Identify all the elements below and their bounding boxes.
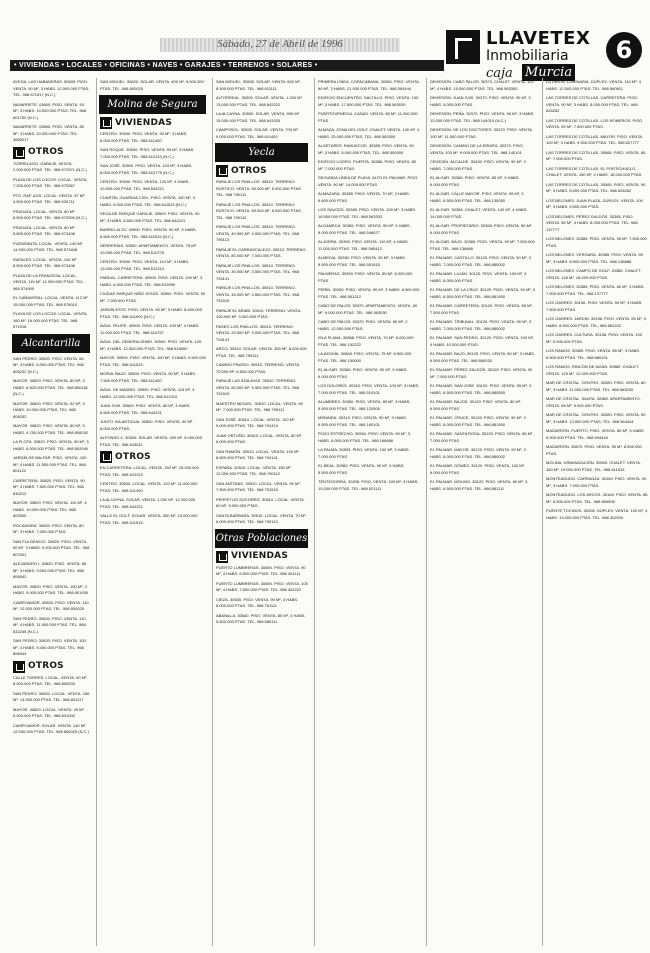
classified-listing: DEHESIÓN. JUAN XXIII. 30370. PISO. VENTA. 90 M², 3 HABS. 9.000.000 PTAS.	[430, 95, 531, 107]
category-label: VIVIENDAS	[231, 551, 289, 562]
classified-listing: DEHESIÓN. PEÑA. 30370. PISO. VENTA. 90 M², 3 HABS. 12.000.000 PTAS. TEL. 968 144010 (N.C.)	[430, 111, 535, 123]
classified-listing: LAS TORRES DE COTILLAS. 30565. PISO. VENTA. 90 M², 3 HABS. 8.000.000 PTAS. TEL. 968 626262	[546, 181, 646, 193]
classified-listing: DEHESIÓN. CABO PALOS. 30370. CHALET. VENTA. 120 M², 4 HABS. 15.000.000 PTAS. TEL. 968 563300	[430, 79, 534, 91]
classified-listing: EL PALMAR. DE LA CRUZ. 30120. PISO. VENTA. 90 M², 3 HABS. 8.500.000 PTAS. TEL. 968 881900	[430, 287, 536, 299]
classified-listing: AYEDA. LAS HABANERAS. 50605. PISO. VENTA. 90 M², 3 HABS. 12.000.000 PTAS. TEL. 968 671517 (N.C.)	[13, 79, 90, 97]
classified-listing: SAN PEDRO. 30820. PISO. VENTA. 100 M², 3 HABS. 9.400.000 PTAS. TEL. 968 806044	[13, 638, 86, 656]
classified-listing: MAR DE CRISTAL. CENTRO. 30380. PISO. VENTA. 80 M², 3 HABS. 11.000.000 PTAS. TEL. 968 563030	[546, 380, 646, 392]
classified-listing: LOS BELONES. 30385. PISO. VENTA. 90 M². 7.500.000 PTAS.	[546, 236, 647, 248]
classified-listing: LOS BELONES. 30385. PISO. VENTA. 80 M², 3 HABS. 7.000.000 PTAS. TEL. 968 137777	[546, 284, 645, 296]
house-icon	[100, 117, 112, 129]
classified-listing: EL PALMAR. PÉREZ GALDÓS. 30120. PISO. VENTA. 90 M². 7.500.000 PTAS.	[430, 367, 533, 379]
classified-listing: LA ALCAYNA. 30500. SOLAR. VENTA. 900 M². 15.000.000 PTAS. TEL. 968 643333	[216, 111, 301, 123]
classified-listing: LAS TORRES DE COTILLAS. CARRETERA. PISO. VENTA. 90 M², 3 HABS. 8.000.000 PTAS. TEL. 968 626262	[546, 95, 639, 113]
classified-listing: SAN PEDRO. 30820. PISO. VENTA. 110 M², 4 HABS. 11.500.000 PTAS. TEL. 968 832245 (N.C.)	[13, 615, 86, 634]
brand-subtitle: Inmobiliaria	[486, 48, 569, 64]
classified-listing: ALGAMECA. 30385. PISO. VENTA. 90 M², 3 HABS. 9.000.000 PTAS. TEL. 968 546677	[318, 223, 411, 235]
classified-listing: EL PALMAR. SANTA ROSA. 30120. PISO. VENTA. 85 M². 7.000.000 PTAS.	[430, 431, 534, 443]
classified-listing: LA ALCAYNA. SOLAR. VENTA. 1.000 M². 12.000.000 PTAS. TEL. 968 644221	[100, 497, 196, 509]
classified-listing: EL ALGAR. PROPIETARIO. 30366. PISO. VENTA. 80 M². 6.000.000 PTAS.	[430, 223, 533, 235]
classified-listing: EL PALMAR. CARRETERA. 30120. PISO. VENTA. 85 M². 7.500.000 PTAS.	[430, 303, 533, 315]
classified-listing: MAYOR. 30820. LOCAL. VENTA. 45 M². 6.000.000 PTAS. TEL. 968 831000	[13, 706, 85, 718]
classified-listing: MONTEAGUDO. CARRANZA. 30160. PISO. VENTA. 90 M², 3 HABS. 7.000.000 PTAS.	[546, 476, 647, 488]
classified-listing: CENTRO. 30500. PISO. VENTA. 90 M², 3 HABS. 6.000.000 PTAS. TEL. 968 611400	[100, 131, 188, 143]
classified-listing: EL PALMAR. MAYOR. 30120. PISO. VENTA. 90 M², 3 HABS. 8.000.000 PTAS. TEL. 968 880002	[430, 447, 526, 459]
listings-column-2	[96, 78, 208, 946]
classified-listing: PARAJE EL CARRASCALEJO. 30510. TERRENO. VENTA. 80.000 M². 7.000.000 PTAS.	[216, 246, 307, 258]
listings-column-5	[426, 78, 538, 946]
classified-listing: SEGUNDA LÍNEA DE PLAYA. ALTO EL PALMAR. PISO. VENTA. 90 M². 14.000.000 PTAS.	[318, 175, 419, 187]
classified-listing: ABANILLA. 30640. PISO. VENTA. 80 M², 3 HABS. 5.500.000 PTAS. TEL. 968 680111	[216, 612, 306, 624]
classified-listing: EL CAÑAVERAL. LOCAL. VENTA. 112 M². 15.000.000 PTAS. TEL. 968 578010	[13, 295, 89, 307]
classified-listing: EL ALGAR. 30366. PISO. VENTA. 85 M², 3 HABS. 6.000.000 PTAS.	[430, 175, 520, 187]
classified-listing: PLAYA DE LOS LOCOS. LOCAL. VENTA. 160 M². 16.000.000 PTAS. TEL. 968 571918	[13, 311, 88, 329]
page-number: 6	[606, 32, 642, 68]
section-heading: Otras Poblaciones	[215, 529, 308, 548]
classified-listing: MAYOR. 30820. PISO. VENTA. 110 M², 4 HABS. 10.000.000 PTAS. TEL. 968 802500	[13, 500, 87, 518]
classified-listing: LAS TORRES DE COTILLAS. MAYOR. PISO. VENTA. 100 M², 3 HABS. 9.000.000 PTAS. TEL. 968 627777	[546, 133, 644, 145]
classified-listing: ALMAZARA. 30385. PISO. VENTA. 70 M², 2 HABS. 6.600.000 PTAS.	[318, 191, 410, 203]
classified-listing: MAYOR. 30820. PISO. VENTA. 92 M², 3 HABS. 10.000.000 PTAS. TEL. 968 808252	[13, 400, 85, 419]
classified-listing: ALTORREAL. 30500. SOLAR. VENTA. 1.200 M². 13.000.000 PTAS. TEL. 968 642222	[216, 95, 303, 107]
classified-listing: EDIFICIO ENCUENTRO. SALTILLO. PISO. VENTA. 100 M², 3 HABS. 17.500.000 PTAS. TEL. 968 563030	[318, 95, 419, 107]
classified-listing: LOS GARRES. 30156. PISO. VENTA. 90 M², 3 HABS. 7.500.000 PTAS.	[546, 300, 643, 312]
category-heading	[100, 117, 206, 129]
classified-listing: LOS BELONES. VERGARA. 30385. PISO. VENTA. 95 M², 3 HABS. 8.500.000 PTAS. TEL. 968 138888	[546, 252, 643, 264]
classified-listing: EL PALMAR. CRUCE. 30120. PISO. VENTA. 90 M², 3 HABS. 8.000.000 PTAS. TEL. 968 881900	[430, 415, 526, 427]
classified-listing: LOS SAUCES. 30385. PISO. VENTA. 100 M², 3 HABS. 16.500.000 PTAS. TEL. 968 563333	[318, 207, 417, 219]
classified-listing: SANTA BÁRBARA. 30510. LOCAL. VENTA. 70 M². 6.000.000 PTAS. TEL. 968 790113	[216, 512, 307, 524]
house-icon	[13, 661, 25, 673]
section-heading: Yecla	[215, 143, 308, 162]
classified-listing: CENTRO. 30500. LOCAL. VENTA. 120 M². 11.000.000 PTAS. TEL. 968 611400	[100, 481, 198, 493]
house-icon	[13, 147, 25, 159]
classified-listing: PARAJE LOS PINILLOS. 30510. TERRENO RÚSTICO. VENTA. 60.000 M². 6.000.000 PTAS. TEL. 968 790112	[216, 201, 302, 220]
category-heading	[13, 661, 90, 673]
section-heading: Molina de Segura	[99, 95, 206, 114]
classified-listing: MAESTRO MIGUEL. 30510. LOCAL. VENTA. 90 M². 7.000.000 PTAS. TEL. 968 795111	[216, 400, 303, 412]
classified-listing: LOS BELONES. JUAN PLAZA. DÚPLEX. VENTA. 100 M², 3 HABS. 9.500.000 PTAS.	[546, 197, 643, 209]
category-heading	[216, 551, 308, 563]
classified-listing: CIEZA. 30530. PISO. VENTA. 90 M², 3 HABS. 6.000.000 PTAS. TEL. 968 761111	[216, 596, 299, 608]
section-heading: Alcantarilla	[12, 334, 90, 353]
classified-listing: FRAGATA. LOCAL. VENTA. 80 M². 8.500.000 PTAS. TEL. 968 572900 (N.C.)	[13, 208, 87, 220]
classified-listing: PUERTOVENECIA. CASAS. VENTA. 85 M². 11.000.000 PTAS.	[318, 111, 418, 123]
classified-listing: EL PALMAR. MOLINO. 30120. PISO. VENTA. 80 M², 3 HABS. 6.500.000 PTAS. TEL. 968 881111	[430, 479, 528, 491]
classified-listing: NAVARRETE. 03800. PISO. VENTA. 80 M², 3 HABS. 10.000.000 PTAS. TEL. 3690017	[13, 124, 84, 142]
classified-listing: SAN PEDRO. 30820. PISO. VENTA. 68 M², 3 HABS. 6.000.000 PTAS. TEL. 968 806232 (N.C.)	[13, 355, 84, 374]
house-icon	[216, 165, 228, 177]
classified-listing: AVDA. DEL GENERALÍSIMO. 30500. PISO. VENTA. 120 M², 4 HABS. 12.500.000 PTAS. TEL. 968 618060	[100, 339, 202, 351]
classified-listing: MOLINA. URBANIZACIÓN. 30500. CHALET. VENTA. 160 M². 19.000.000 PTAS. TEL. 968 611515	[546, 460, 642, 472]
classified-listing: DEHESIÓN. CAMINO DE LA ERMITA. 30370. PISO. VENTA. 100 M². 9.000.000 PTAS. TEL. 968 140101	[430, 143, 524, 155]
classified-listing: MAR DE CRISTAL. CENTRO. 30380. PISO. VENTA. 90 M², 3 HABS. 12.500.000 PTAS. TEL. 968 564444	[546, 412, 646, 424]
brand-caja: caja	[486, 66, 513, 81]
classified-listing: EL PALMAR. LUJÁN. 30120. PISO. VENTA. 100 M², 3 HABS. 8.000.000 PTAS.	[430, 271, 527, 283]
classified-listing: LA PALMA. 30593. PISO. VENTA. 100 M², 3 HABS. 7.000.000 PTAS.	[318, 447, 410, 459]
category-heading	[100, 451, 206, 463]
classified-listing: MIRANDA. 30319. PISO. VENTA. 90 M², 3 HABS. 6.500.000 PTAS. TEL. 968 160101	[318, 415, 407, 427]
classified-listing: PARAJE LOS PINILLOS. 30510. TERRENO. VENTA. 30.000 M². 3.500.000 PTAS. TEL. 968 794141	[216, 262, 299, 281]
classified-listing: PARAJE EL ARABÍ. 30510. TERRENO. VENTA. 100.000 M². 9.000.000 PTAS.	[216, 307, 302, 319]
classified-listing: FUENSANTA. LOCAL. VENTA. 140 M². 14.000.000 PTAS. TEL. 968 573408	[13, 240, 84, 252]
classified-listing: POZO ESTRECHO. 30594. PISO. VENTA. 95 M², 3 HABS. 6.000.000 PTAS. TEL. 968 166666	[318, 431, 410, 443]
classified-listing: EL PALMAR. GÓMEZ. 30120. PISO. VENTA. 100 M². 9.000.000 PTAS.	[430, 463, 526, 475]
listings-column-3	[212, 78, 310, 946]
classified-listing: CAMINO PINOSO. 30510. TERRENO. VENTA. 70.000 M². 6.500.000 PTAS.	[216, 362, 301, 374]
listings-column-1	[10, 78, 92, 946]
classified-listing: LAS TORRES DE COTILLAS. EL PORTICHUELO. CHALET. VENTA. 150 M², 4 HABS. 16.000.000 PTAS.	[546, 165, 643, 177]
classified-listing: SAN JOSÉ. 30500. PISO. VENTA. 103 M², 3 HABS. 8.000.000 PTAS. TEL. 968 610775 (N.C.)	[100, 163, 193, 175]
classified-listing: CARRETERA. 30820. PISO. VENTA. 90 M², 3 HABS. 7.500.000 PTAS. TEL. 968 830212	[13, 477, 85, 496]
classified-listing: JUNTO VIA ANTIGUA. 30500. PISO. VENTA. 90 M². 8.000.000 PTAS.	[100, 419, 194, 431]
classified-listing: PARAJE LOS PINILLOS. 30510. TERRENO RÚSTICO. VENTA. 50.000 M². 5.000.000 PTAS. TEL. 968 790111	[216, 179, 302, 197]
classified-listing: ROCAMORA. 30820. PISO. VENTA. 80 M², 3 HABS. 7.000.000 PTAS.	[13, 522, 84, 534]
classified-listing: JUAN XXIII. 30500. PISO. VENTA. 80 M², 3 HABS. 6.500.000 PTAS. TEL. 968 644221	[100, 403, 191, 415]
classified-listing: EL ALGAR. 30366. PISO. VENTA. 90 M², 3 HABS. 6.000.000 PTAS.	[318, 367, 408, 379]
classified-listing: EL PALMAR. CASTILLO. 30120. PISO. VENTA. 90 M², 3 HABS. 7.000.000 PTAS. TEL. 968 880002	[430, 255, 531, 267]
classified-listing: MAR DE CRISTAL. SANTA. 30380. APARTAMENTO. VENTA. 65 M². 9.000.000 PTAS.	[546, 396, 641, 408]
classified-listing: CAMPOAMOR. 30820. PISO. VENTA. 110 M². 12.000.000 PTAS. TEL. 968 800025	[13, 599, 89, 611]
classified-listing: LA FLOTA. 30820. PISO. VENTA. 90 M², 3 HABS. 8.000.000 PTAS. TEL. 968 802040	[13, 439, 89, 451]
classified-listing: MAZARRÓN. 30870. PISO. VENTA. 90 M². 8.500.000 PTAS.	[546, 444, 642, 456]
classified-listing: EDIFICIO LOGRO. PUERTA. 30385. PISO. VENTA. 80 M². 7.000.000 PTAS.	[318, 159, 417, 171]
classified-listing: SERRERÍAS. 30500. APARTAMENTO. VENTA. 75 M². 10.000.000 PTAS. TEL. 968 610775	[100, 243, 197, 255]
classified-listing: CENTRO. 30500. PISO. VENTA. 120 M², 4 HABS. 10.500.000 PTAS. TEL. 968 644221	[100, 179, 190, 191]
classified-listing: ALMAZA. ZONA DEL GOLF. CHALET. VENTA. 140 M², 4 HABS. 25.000.000 PTAS. TEL. 968 563300	[318, 127, 420, 139]
classified-listing: AVDA. FELIPE. 30500. PISO. VENTA. 105 M², 4 HABS. 11.000.000 PTAS. TEL. 968 614757	[100, 323, 200, 335]
classified-listing: PARAJE LOS PINILLOS. 30510. TERRENO. VENTA. 40.000 M². 4.000.000 PTAS. TEL. 968 790113	[216, 224, 299, 242]
classified-listing: PARAJE LOS PINILLOS. 30510. TERRENO. VENTA. 45.000 M². 4.500.000 PTAS. TEL. 968 751515	[216, 285, 299, 303]
classified-listing: LOS GARRES. CULTURA. 30156. PISO. VENTA. 100 M². 9.000.000 PTAS.	[546, 332, 643, 344]
classified-listing: ISLA PLANA. 30868. PISO. VENTA. 70 M². 6.000.000 PTAS. TEL. 968 152222	[318, 335, 414, 347]
classified-listing: PUENTE TOCINOS. 30006. DÚPLEX. VENTA. 120 M², 4 HABS. 13.000.000 PTAS. TEL. 968 302020	[546, 508, 648, 520]
classified-listing: CALLE TORRES. LOCAL. VENTA. 90 M². 8.000.000 PTAS. TEL. 968 800033	[13, 674, 88, 686]
classified-listing: SAN PEDRO. 30820. LOCAL. VENTA. 150 M². 14.000.000 PTAS. TEL. 968 801117	[13, 690, 90, 702]
classified-listing: PASEO LOS PINILLOS. 30510. TERRENO. VENTA. 25.000 M². 3.000.000 PTAS. TEL. 968 794141	[216, 323, 299, 342]
classified-listing: LAS TORRES DE COTILLAS. 30565. PISO. VENTA. 85 M². 7.000.000 PTAS.	[546, 149, 646, 161]
classified-listing: PLAYA DE LOS LOCOS. LOCAL. VENTA. 7.200.000 PTAS. TEL. 968 575367	[13, 176, 88, 188]
brand-murcia: Murcia	[522, 64, 575, 81]
classified-listing: LA UNIÓN. LUMINARIA. DÚPLEX. VENTA. 110 M², 4 HABS. 12.500.000 PTAS. TEL. 968 560811	[546, 79, 641, 91]
classified-listing: ALGETARES. RAHUECOS. 30385. PISO. VENTA. 90 M², 3 HABS. 8.000.000 PTAS. TEL. 968 550000	[318, 143, 414, 155]
classified-listing: EL ALGAR. 30366. CHALET. VENTA. 140 M², 4 HABS. 14.000.000 PTAS.	[430, 207, 528, 219]
classified-listing: PARAJE LAS ATALAYAS. 30510. TERRENO. VENTA. 60.000 M². 5.500.000 PTAS. TEL. 968 751515	[216, 378, 299, 396]
classified-listing: SAN FULGENCIO. 30820. PISO. VENTA. 90 M², 3 HABS. 9.000.000 PTAS. TEL. 968 807001	[13, 538, 90, 557]
house-icon	[216, 551, 228, 563]
category-label: OTROS	[28, 661, 64, 672]
classified-listing: EL PALMAR. BAJO. 30120. PISO. VENTA. 80 M², 3 HABS. 6.500.000 PTAS. TEL. 968 880033	[430, 351, 536, 363]
classified-listing: PUERTO LUMBRERAS. 30890. PISO. VENTA. 90 M², 3 HABS. 6.500.000 PTAS. TEL. 968 401111	[216, 564, 306, 576]
issue-date: Sábado, 27 de Abril de 1996	[160, 38, 400, 52]
listings-column-6	[542, 78, 650, 946]
classified-listing: SAN ANTONIO. 30510. LOCAL. VENTA. 90 M². 7.500.000 PTAS. TEL. 968 751515	[216, 480, 301, 492]
classified-listing: LA AZOHÍA. 30868. PISO. VENTA. 75 M². 8.500.000 PTAS. TEL. 968 150000	[318, 351, 412, 363]
classified-listing: EL ALGAR. CALLE MAYOR. PISO. VENTA. 95 M², 3 HABS. 6.500.000 PTAS. TEL. 968 135050	[430, 191, 524, 203]
classified-listing: EL PALMAR. BAJOS. 30120. PISO. VENTA. 80 M². 6.500.000 PTAS.	[430, 399, 522, 411]
classified-listing: DEHESIÓN. DE LOS DOCTORES. 30370. PISO. VENTA. 100 M². 11.500.000 PTAS.	[430, 127, 533, 139]
classified-listing: MORAL BAJO. 30500. PISO. VENTA. 90 M², 3 HABS. 7.500.000 PTAS. TEL. 968 611400	[100, 371, 197, 383]
classified-listing: EL PALMAR. TRIBUNAL. 30120. PISO. VENTA. 90 M², 3 HABS. 7.000.000 PTAS. TEL. 968 880002	[430, 319, 532, 331]
house-icon	[100, 451, 112, 463]
classified-listing: EL PALMAR. SAN JOSÉ. 30120. PISO. VENTA. 95 M², 3 HABS. 8.500.000 PTAS. TEL. 968 880505	[430, 383, 532, 395]
classified-listing: JARDÍN ESTE. PISO. VENTA. 95 M², 3 HABS. 8.500.000 PTAS. TEL. 968 611500 (N.C.)	[100, 307, 202, 319]
classified-listing: PUERTO LUMBRERAS. 30890. PISO. VENTA. 100 M², 4 HABS. 7.500.000 PTAS. TEL. 968 402222	[216, 580, 308, 592]
classified-listing: SAN MIGUEL. 30500. SOLAR. VENTA. 600 M². 8.500.000 PTAS. TEL. 968 611111	[216, 79, 301, 91]
classified-listing: ALUMBRES. 30350. PISO. VENTA. 85 M², 3 HABS. 5.500.000 PTAS. TEL. 968 120505	[318, 399, 411, 411]
classified-listing: SAN ROQUE. 30500. PISO. VENTA. 90 M², 3 HABS. 7.000.000 PTAS. TEL. 968 612210 (N.C.)	[100, 147, 195, 159]
key-logo-icon	[446, 30, 480, 64]
classified-listing: CABO DE PALOS. 30370. APARTAMENTO. VENTA. 60 M². 9.000.000 PTAS. TEL. 968 563030	[318, 303, 418, 315]
classified-listing: ALMEDIA. 30390. PISO. VENTA. 95 M², 3 HABS. 9.500.000 PTAS. TEL. 968 551515	[318, 255, 406, 267]
classified-listing: LOS GARRES. JARDÍN. 30156. PISO. VENTA. 95 M², 3 HABS. 8.500.000 PTAS. TEL. 968 881222	[546, 316, 646, 328]
classified-listing: NAVARRETE. 03800. PISO. VENTA. 93 M², 3 HABS. 10.000.000 PTAS. TEL. 968 601752 (N.C.)	[13, 101, 87, 120]
classified-listing: TORRELAGO. GARAJE. VENTA. 2.000.000 PTAS. TEL. 968 572971 (N.C.)	[13, 160, 87, 172]
classified-listing: SAN JOSÉ. 30510. LOCAL. VENTA. 120 M². 9.000.000 PTAS. TEL. 968 791414	[216, 416, 296, 428]
classified-listing: AVDA. DE MADRID. 30500. PISO. VENTA. 115 M², 4 HABS. 12.000.000 PTAS. TEL. 968 612210	[100, 387, 195, 399]
classified-listing: RAFALES. LOCAL. VENTA. 140 M². 6.500.000 PTAS. TEL. 968 573408	[13, 256, 78, 268]
classified-listing: EL BEAL. 30360. PISO. VENTA. 90 M², 3 HABS. 5.500.000 PTAS.	[318, 463, 405, 475]
classified-listing: MAYOR. 30820. PISO. VENTA. 100 M², 4 HABS. 9.000.000 PTAS. TEL. 968 801930	[13, 583, 89, 595]
classified-listing: SAN MIGUEL. 30820. SOLAR. VENTA. 400 M². 9.000.000 PTAS. TEL. 968 800025	[100, 79, 204, 91]
classified-listing: TENTEGORRA. 30205. PISO. VENTA. 100 M², 4 HABS. 10.000.000 PTAS. TEL. 968 521111	[318, 479, 419, 491]
category-heading	[13, 147, 90, 159]
classified-listing: JUAN ORTUÑO. 30510. LOCAL. VENTA. 80 M². 6.000.000 PTAS.	[216, 432, 303, 444]
classified-listing: EL ALGAR. BAJO. 30366. PISO. VENTA. 90 M². 7.500.000 PTAS. TEL. 968 136666	[430, 239, 535, 251]
classified-listing: CABO DE PALOS. 30370. PISO. VENTA. 80 M², 2 HABS. 12.000.000 PTAS.	[318, 319, 408, 331]
classified-listing: PARDAL. CARRETERA. 30500. PISO. VENTA. 100 M², 3 HABS. 6.000.000 PTAS. TEL. 968 610999	[100, 275, 203, 287]
category-label: OTROS	[115, 451, 151, 462]
classified-listing: CEHEGÍN. ALCALDE. 30430. PISO. VENTA. 90 M², 3 HABS. 7.000.000 PTAS.	[430, 159, 526, 171]
classified-listing: MAYOR. 30820. PISO. VENTA. 80 M², 3 HABS. 6.500.000 PTAS. TEL. 968 800181 (N.C.)	[13, 378, 89, 396]
classified-listing: EN CARRETERA. LOCAL. VENTA. 150 M². 15.000.000 PTAS. TEL. 968 612210	[100, 465, 199, 477]
classified-listing: VALLE EL GOLF. SOLAR. VENTA. 550 M². 10.000.000 PTAS. TEL. 968 611515	[100, 513, 198, 525]
classified-listing: PERÍN. 30390. PISO. VENTA. 90 M², 3 HABS. 6.500.000 PTAS. TEL. 968 551212	[318, 287, 420, 299]
classified-listing: LAS TORRES DE COTILLAS. LOS ROMEROS. PISO. VENTA. 90 M². 7.500.000 PTAS.	[546, 117, 644, 129]
classified-listing: ARCO. 30510. SOLAR. VENTA. 350 M². 6.000.000 PTAS. TEL. 968 790111	[216, 346, 307, 358]
classified-listing: MAZARRÓN. PUERTO. PISO. VENTA. 80 M², 3 HABS. 9.000.000 PTAS. TEL. 968 594444	[546, 428, 645, 440]
classified-listing: VEGA DE PARQUE GARAJE. 30500. PISO. VENTA. 90 M², 3 HABS. 8.500.000 PTAS. TEL. 968 644221	[100, 211, 200, 223]
category-bar: • VIVIENDAS • LOCALES • OFICINAS • NAVES • GARAJES • TERRENOS • SOLARES •	[10, 60, 444, 71]
classified-listing: MAYOR. 30820. PISO. VENTA. 60 M², 3 HABS. 4.750.000 PTAS. TEL. 968 808252	[13, 423, 89, 435]
listings-column-4	[314, 78, 422, 946]
brand-name: LLAVETEX	[486, 28, 591, 49]
classified-listing: ESPAÑA. 30510. LOCAL. VENTA. 150 M². 12.000.000 PTAS. TEL. 968 790112	[216, 464, 292, 476]
classified-listing: ALJORRA. 30390. PISO. VENTA. 110 M², 4 HABS. 11.000.000 PTAS. TEL. 968 565412	[318, 239, 409, 251]
classified-listing: PALMERAS. 30390. PISO. VENTA. 85 M². 8.000.000 PTAS.	[318, 271, 413, 283]
category-label: OTROS	[28, 147, 64, 158]
classified-listing: PRIMERA LÍNEA. COPACABANA. 30380. PISO. VENTA. 90 M², 3 HABS. 21.000.000 PTAS. TEL. 968 564444	[318, 79, 420, 91]
classified-listing: MONTEAGUDO. LOS ARCOS. 30160. PISO. VENTA. 85 M². 6.500.000 PTAS. TEL. 968 850505	[546, 492, 648, 504]
classified-listing: PTO. RAF. AGS. LOCAL. VENTA. 57 M². 4.500.000 PTAS. TEL. 968 530711	[13, 192, 86, 204]
classified-listing: CUARTEL GUARDIA CIVIL. PISO. VENTA. 100 M², 3 HABS. 9.000.000 PTAS. TEL. 968 611515 (N.C.)	[100, 195, 195, 207]
classified-listing: PLAYA DE LA FRANCESA. LOCAL. VENTA. 115 M². 11.000.000 PTAS. TEL. 968 574400	[13, 272, 85, 291]
classified-listing: EL PALMAR. SAN PEDRO. 30120. PISO. VENTA. 100 M², 4 HABS. 10.000.000 PTAS.	[430, 335, 534, 347]
classified-listing: BARRIO ALTO. 30500. PISO. VENTA. 90 M², 3 HABS. 6.500.000 PTAS. TEL. 968 611515 (N.C.)	[100, 227, 197, 239]
classified-listing: CAMPOSOL. 30500. SOLAR. VENTA. 700 M². 9.000.000 PTAS. TEL. 968 611400	[216, 127, 299, 139]
classified-listing: CAMPOAMOR. SOLAR. VENTA. 140 M². 12.000.000 PTAS. TEL. 968 800025 (N.C.)	[13, 722, 89, 734]
classified-listing: CIUDAD PARQUE NIÑO JESÚS. 30500. PISO. VENTA. 90 M². 7.000.000 PTAS.	[100, 291, 206, 303]
page-header	[0, 0, 650, 81]
category-label: VIVIENDAS	[115, 117, 173, 128]
category-heading	[216, 165, 308, 177]
classified-listing: ALEJANDRO I. 30820. PISO. VENTA. 85 M², 3 HABS. 9.000.000 PTAS. TEL. 968 806542	[13, 561, 87, 579]
classified-listing: LOS RAMOS. RINCÓN DE AVIAN. 30589. CHALET. VENTA. 120 M². 12.000.000 PTAS.	[546, 364, 640, 376]
classified-listing: LOS DOLORES. 30310. PISO. VENTA. 100 M², 3 HABS. 7.000.000 PTAS. TEL. 968 510101	[318, 383, 420, 395]
classified-listing: FRAGATA. LOCAL. VENTA. 80 M². 5.600.000 PTAS. TEL. 968 573408	[13, 224, 76, 236]
classified-listing: LOS RAMOS. 30589. PISO. VENTA. 85 M², 3 HABS. 6.500.000 PTAS. TEL. 968 880101	[546, 348, 641, 360]
classified-listing: JARDÍN DE BALFAR. PISO. VENTA. 100 M², 4 HABS. 11.500.000 PTAS. TEL. 968 801122	[13, 455, 87, 473]
classified-listing: PERPETUO SOCORRO. 30510. LOCAL. VENTA. 60 M². 5.000.000 PTAS.	[216, 496, 305, 508]
classified-listing: LOS BELONES. PÉREZ GALDÓS. 30385. PISO. VENTA. 85 M², 3 HABS. 8.000.000 PTAS. TEL. 968 137777	[546, 213, 638, 232]
classified-listing: ALFONSO X. 30500. SOLAR. VENTA. 400 M². 9.000.000 PTAS. TEL. 968 615011	[100, 435, 202, 447]
classified-listing: MAYOR. 30500. PISO. VENTA. 100 M², 3 HABS. 9.500.000 PTAS. TEL. 968 611515	[100, 355, 206, 367]
category-label: OTROS	[231, 165, 267, 176]
classified-listing: SAN RAMÓN. 30510. LOCAL. VENTA. 100 M². 8.500.000 PTAS. TEL. 968 794141	[216, 448, 300, 460]
classified-listing: CENTRO. 30500. PISO. VENTA. 110 M², 4 HABS. 13.000.000 PTAS. TEL. 968 612210	[100, 259, 190, 271]
classified-listing: LOS BELONES. CAMPO DE GOLF. 30385. CHALET. VENTA. 140 M². 18.000.000 PTAS.	[546, 268, 642, 280]
